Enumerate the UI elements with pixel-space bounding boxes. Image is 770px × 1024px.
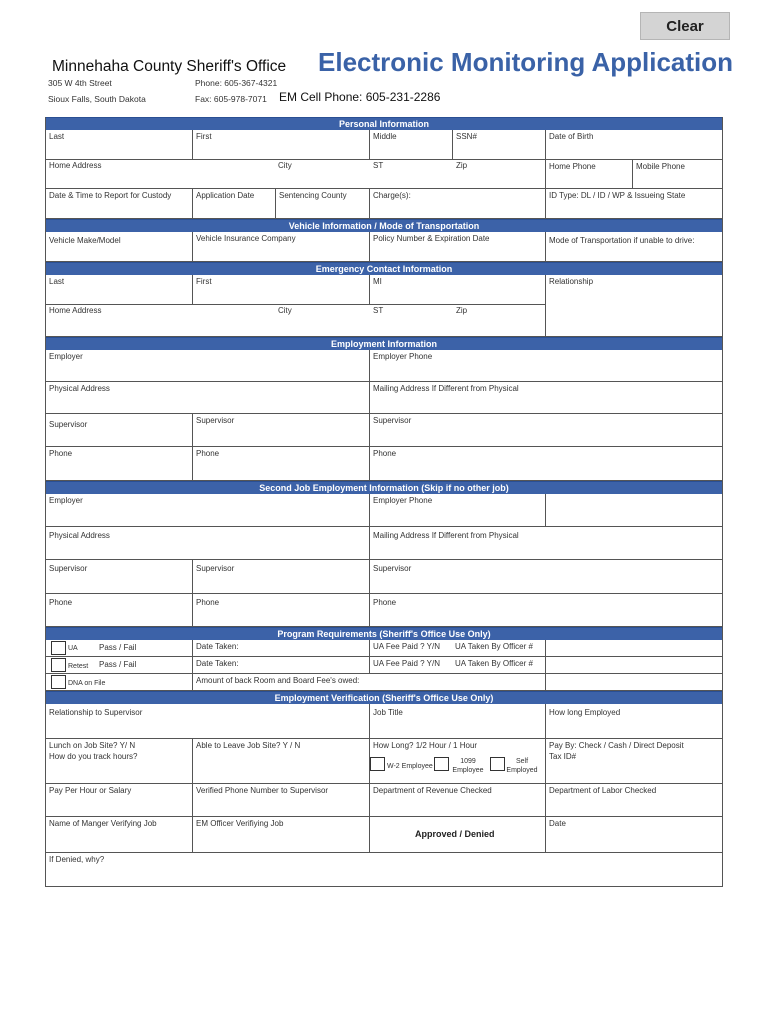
- office-street: 305 W 4th Street: [48, 78, 112, 88]
- retest-fee-field[interactable]: [370, 657, 546, 674]
- dob-field[interactable]: [546, 130, 722, 160]
- supervisor-1-field[interactable]: [46, 414, 193, 447]
- id-type-label: ID Type: DL / ID / WP & Issueing State: [549, 191, 686, 200]
- phone-2-label: Phone: [196, 449, 220, 458]
- vehicle-make-model-field[interactable]: [46, 232, 193, 262]
- em-officer-label: EM Officer Verifiying Job: [196, 819, 284, 828]
- 1099-checkbox[interactable]: [434, 757, 449, 771]
- ua-pass-fail-label: Pass / Fail: [99, 643, 137, 652]
- phone-1-label: Phone: [49, 449, 73, 458]
- employer-field[interactable]: [46, 350, 370, 382]
- section-employment-header: Employment Information: [46, 337, 722, 350]
- ua-date-field[interactable]: [193, 640, 370, 657]
- manager-field[interactable]: [46, 817, 193, 853]
- lunch-field[interactable]: [46, 739, 193, 784]
- emergency-relationship-field[interactable]: [546, 275, 722, 337]
- second-supervisor-3-field[interactable]: [370, 560, 722, 594]
- retest-date-label: Date Taken:: [196, 659, 239, 668]
- lunch-label: Lunch on Job Site? Y/ N: [49, 741, 136, 750]
- second-phone-2-label: Phone: [196, 598, 220, 607]
- application-date-label: Application Date: [196, 191, 255, 200]
- office-fax: Fax: 605-978-7071: [195, 94, 267, 104]
- second-physical-address-field[interactable]: [46, 527, 370, 560]
- charges-label: Charge(s):: [373, 191, 411, 200]
- retest-officer-label: UA Taken By Officer #: [455, 659, 533, 668]
- how-long-employed-field[interactable]: [546, 704, 722, 739]
- emergency-mi-field[interactable]: [370, 275, 546, 305]
- physical-address-label: Physical Address: [49, 384, 110, 393]
- retest-extra-field[interactable]: [546, 657, 722, 674]
- em-cell-phone: EM Cell Phone: 605-231-2286: [279, 90, 441, 104]
- employer-phone-field[interactable]: [370, 350, 722, 382]
- second-employer-extra-field[interactable]: [546, 494, 722, 527]
- first-name-field[interactable]: [193, 130, 370, 160]
- how-long-hour-field: [370, 739, 546, 784]
- dna-checkbox[interactable]: [51, 675, 66, 689]
- how-long-hour-label: How Long? 1/2 Hour / 1 Hour: [373, 741, 478, 750]
- leave-site-label: Able to Leave Job Site? Y / N: [196, 741, 301, 750]
- 1099-label-line2: Employee: [452, 767, 484, 774]
- section-verification-header: Employment Verification (Sheriff's Office Use Only): [46, 691, 722, 704]
- emergency-mi-label: MI: [373, 277, 382, 286]
- 1099-label: [452, 757, 484, 775]
- report-datetime-field[interactable]: [46, 189, 193, 219]
- ua-checkbox[interactable]: [51, 641, 66, 655]
- second-employer-label: Employer: [49, 496, 83, 505]
- em-officer-field[interactable]: [193, 817, 370, 853]
- physical-address-field[interactable]: [46, 382, 370, 414]
- second-supervisor-1-field[interactable]: [46, 560, 193, 594]
- phone-1-field[interactable]: [46, 447, 193, 481]
- vehicle-insurance-field[interactable]: [193, 232, 370, 262]
- dob-label: Date of Birth: [549, 132, 594, 141]
- second-supervisor-2-label: Supervisor: [196, 564, 235, 573]
- emergency-relationship-label: Relationship: [549, 277, 594, 286]
- second-mailing-address-field[interactable]: [370, 527, 722, 560]
- vehicle-insurance-label: Vehicle Insurance Company: [196, 234, 296, 243]
- phone-2-field[interactable]: [193, 447, 370, 481]
- charges-field[interactable]: [370, 189, 546, 219]
- phone-3-label: Phone: [373, 449, 397, 458]
- self-employed-checkbox[interactable]: [490, 757, 505, 771]
- office-phone: Phone: 605-367-4321: [195, 78, 278, 88]
- last-name-field[interactable]: [46, 130, 193, 160]
- second-physical-address-label: Physical Address: [49, 531, 110, 540]
- how-long-employed-label: How long Employed: [549, 708, 621, 717]
- w2-checkbox[interactable]: [370, 757, 385, 771]
- mailing-address-label: Mailing Address If Different from Physical: [373, 384, 519, 393]
- back-fees-label: Amount of back Room and Board Fee's owed:: [196, 676, 360, 685]
- emergency-address-field[interactable]: [46, 305, 546, 337]
- page-title: Electronic Monitoring Application: [318, 47, 734, 77]
- section-second-job-header: Second Job Employment Information (Skip if no other job): [46, 481, 722, 494]
- tax-id-label: Tax ID#: [549, 752, 577, 761]
- ua-label: UA: [68, 645, 78, 652]
- back-fees-extra-field[interactable]: [546, 674, 722, 691]
- mailing-address-field[interactable]: [370, 382, 722, 414]
- second-phone-1-label: Phone: [49, 598, 73, 607]
- emergency-last-label: Last: [49, 277, 65, 286]
- office-name: Minnehaha County Sheriff's Office: [52, 58, 287, 75]
- mobile-phone-label: Mobile Phone: [636, 162, 685, 171]
- approval-date-label: Date: [549, 819, 566, 828]
- job-title-field[interactable]: [370, 704, 546, 739]
- dna-label: DNA on File: [68, 680, 106, 687]
- revenue-checked-field[interactable]: [370, 784, 546, 817]
- verified-phone-field[interactable]: [193, 784, 370, 817]
- ua-extra-field[interactable]: [546, 640, 722, 657]
- emergency-last-field[interactable]: [46, 275, 193, 305]
- second-employer-phone-label: Employer Phone: [373, 496, 433, 505]
- second-employer-phone-field[interactable]: [370, 494, 546, 527]
- sentencing-county-label: Sentencing County: [279, 191, 347, 200]
- pay-rate-label: Pay Per Hour or Salary: [49, 786, 132, 795]
- ssn-label: SSN#: [456, 132, 477, 141]
- 1099-label-line1: 1099: [460, 758, 476, 765]
- relationship-supervisor-field[interactable]: [46, 704, 370, 739]
- section-personal-header: Personal Information: [46, 117, 722, 130]
- home-address-field[interactable]: [46, 160, 546, 189]
- second-mailing-address-label: Mailing Address If Different from Physical: [373, 531, 519, 540]
- second-phone-2-field[interactable]: [193, 594, 370, 627]
- emergency-first-field[interactable]: [193, 275, 370, 305]
- second-supervisor-1-label: Supervisor: [49, 564, 88, 573]
- self-employed-label-line1: Self: [515, 758, 529, 765]
- ssn-field[interactable]: [453, 130, 546, 160]
- zip-label: Zip: [456, 161, 468, 170]
- job-title-label: Job Title: [373, 708, 403, 717]
- policy-number-label: Policy Number & Expiration Date: [373, 234, 490, 243]
- supervisor-2-label: Supervisor: [196, 416, 235, 425]
- middle-name-field[interactable]: [370, 130, 453, 160]
- pay-by-field[interactable]: [546, 739, 722, 784]
- transportation-mode-field[interactable]: [546, 232, 722, 262]
- denied-why-field[interactable]: [46, 853, 722, 886]
- retest-checkbox[interactable]: [51, 658, 66, 672]
- ua-row: [46, 640, 193, 657]
- ua-fee-label: UA Fee Paid ? Y/N: [373, 642, 440, 651]
- report-datetime-label: Date & Time to Report for Custody: [49, 191, 172, 200]
- labor-checked-label: Department of Labor Checked: [549, 786, 657, 795]
- supervisor-1-label: Supervisor: [49, 420, 88, 429]
- mobile-phone-field[interactable]: [633, 160, 722, 189]
- retest-date-field[interactable]: [193, 657, 370, 674]
- application-date-field[interactable]: [193, 189, 276, 219]
- home-phone-label: Home Phone: [549, 162, 596, 171]
- office-city: Sioux Falls, South Dakota: [48, 94, 146, 104]
- denied-why-label: If Denied, why?: [49, 855, 105, 864]
- supervisor-2-field[interactable]: [193, 414, 370, 447]
- home-phone-field[interactable]: [546, 160, 633, 189]
- middle-name-label: Middle: [373, 132, 397, 141]
- emergency-city-label: City: [278, 306, 292, 315]
- approved-denied-field[interactable]: [370, 817, 546, 853]
- vehicle-make-model-label: Vehicle Make/Model: [49, 236, 121, 245]
- supervisor-3-label: Supervisor: [373, 416, 412, 425]
- approved-denied-label: Approved / Denied: [415, 829, 495, 839]
- relationship-supervisor-label: Relationship to Supervisor: [49, 708, 143, 717]
- second-employer-field[interactable]: [46, 494, 370, 527]
- back-fees-field[interactable]: [193, 674, 546, 691]
- transportation-mode-label: Mode of Transportation if unable to drive:: [549, 236, 695, 245]
- retest-pass-fail-label: Pass / Fail: [99, 660, 137, 669]
- emergency-first-label: First: [196, 277, 212, 286]
- section-emergency-header: Emergency Contact Information: [46, 262, 722, 275]
- self-employed-label-line2: Employed: [506, 767, 538, 774]
- emergency-zip-label: Zip: [456, 306, 468, 315]
- employer-phone-label: Employer Phone: [373, 352, 433, 361]
- ua-date-label: Date Taken:: [196, 642, 239, 651]
- second-phone-1-field[interactable]: [46, 594, 193, 627]
- city-label: City: [278, 161, 292, 170]
- policy-number-field[interactable]: [370, 232, 546, 262]
- self-employed-label: [506, 757, 538, 775]
- emergency-address-label: Home Address: [49, 306, 102, 315]
- sentencing-county-field[interactable]: [276, 189, 370, 219]
- section-program-header: Program Requirements (Sheriff's Office Use Only): [46, 627, 722, 640]
- employer-label: Employer: [49, 352, 83, 361]
- leave-site-field[interactable]: [193, 739, 370, 784]
- state-label: ST: [373, 161, 384, 170]
- application-form: [45, 117, 723, 887]
- section-vehicle-header: Vehicle Information / Mode of Transportation: [46, 219, 722, 232]
- emergency-state-label: ST: [373, 306, 384, 315]
- phone-3-field[interactable]: [370, 447, 722, 481]
- retest-fee-label: UA Fee Paid ? Y/N: [373, 659, 440, 668]
- verified-phone-label: Verified Phone Number to Supervisor: [196, 786, 329, 795]
- first-name-label: First: [196, 132, 212, 141]
- home-address-label: Home Address: [49, 161, 102, 170]
- second-phone-3-field[interactable]: [370, 594, 722, 627]
- dna-row: [46, 674, 193, 691]
- second-supervisor-2-field[interactable]: [193, 560, 370, 594]
- id-type-field[interactable]: [546, 189, 722, 219]
- w2-label: W-2 Employee: [387, 763, 433, 770]
- second-phone-3-label: Phone: [373, 598, 397, 607]
- retest-row: [46, 657, 193, 674]
- track-hours-label: How do you track hours?: [49, 752, 138, 761]
- labor-checked-field[interactable]: [546, 784, 722, 817]
- pay-rate-field[interactable]: [46, 784, 193, 817]
- revenue-checked-label: Department of Revenue Checked: [373, 786, 492, 795]
- supervisor-3-field[interactable]: [370, 414, 722, 447]
- retest-label: Retest: [68, 663, 89, 670]
- approval-date-field[interactable]: [546, 817, 722, 853]
- ua-officer-label: UA Taken By Officer #: [455, 642, 533, 651]
- clear-button[interactable]: Clear: [640, 12, 730, 40]
- pay-by-label: Pay By: Check / Cash / Direct Deposit: [549, 741, 684, 750]
- last-name-label: Last: [49, 132, 65, 141]
- manager-label: Name of Manger Verifying Job: [49, 819, 157, 828]
- ua-fee-field[interactable]: [370, 640, 546, 657]
- second-supervisor-3-label: Supervisor: [373, 564, 412, 573]
